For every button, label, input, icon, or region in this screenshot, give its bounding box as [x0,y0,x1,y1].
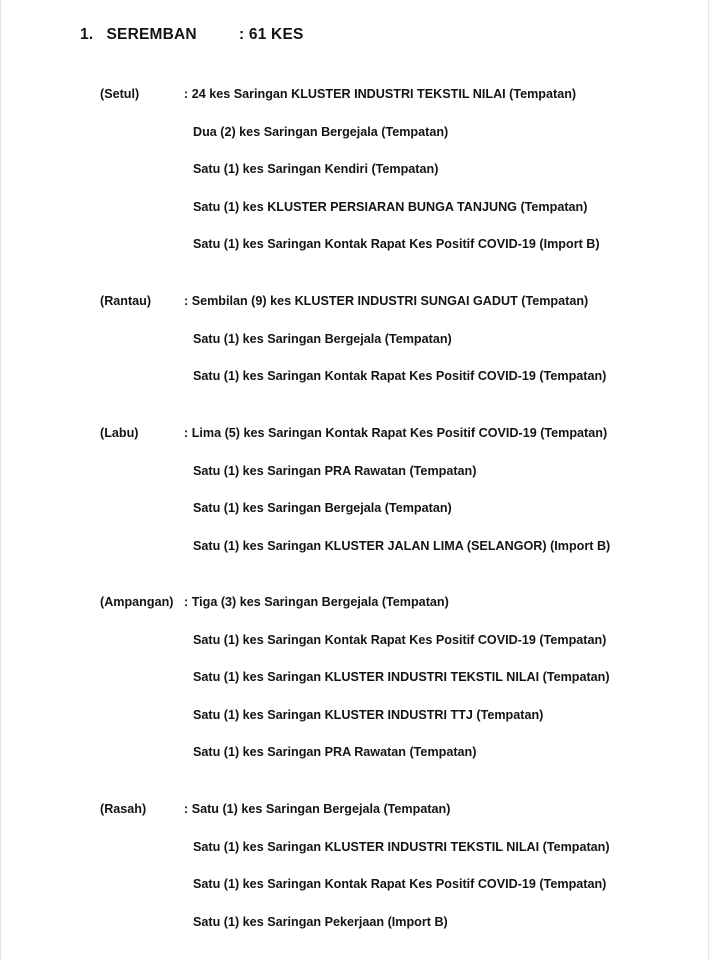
section-setul [100,87,700,275]
section-row [100,633,700,671]
section-row [100,595,700,633]
section-label: (Setul) [100,87,140,101]
section-row [100,332,700,370]
case-line: : Lima (5) kes Saringan Kontak Rapat Kes Positif COVID-19 (Tempatan) [184,426,608,440]
section-label: (Ampangan) [100,595,174,609]
case-line: Satu (1) kes Saringan PRA Rawatan (Tempatan) [193,745,477,760]
section-row [100,125,700,163]
section-row [100,670,700,708]
section-row [100,464,700,502]
heading-number: 1. [80,26,94,43]
section-label: (Labu) [100,426,139,440]
case-line: Satu (1) kes Saringan Kontak Rapat Kes Positif COVID-19 (Tempatan) [193,632,607,647]
case-line: Satu (1) kes Saringan Pekerjaan (Import B) [193,914,448,929]
case-line: : Sembilan (9) kes KLUSTER INDUSTRI SUNGAI GADUT (Tempatan) [184,294,589,308]
section-label: (Rantau) [100,294,152,308]
section-row [100,294,700,332]
case-line: : 24 kes Saringan KLUSTER INDUSTRI TEKSTIL NILAI (Tempatan) [184,87,577,101]
section-row [100,501,700,539]
case-line: Satu (1) kes Saringan KLUSTER INDUSTRI TEKSTIL NILAI (Tempatan) [193,670,610,685]
section-row [100,840,700,878]
section-label: (Rasah) [100,802,147,816]
case-line: Satu (1) kes Saringan Kendiri (Tempatan) [193,162,439,177]
section-ampangan [100,595,700,783]
case-line: Satu (1) kes Saringan PRA Rawatan (Tempatan) [193,463,477,478]
case-line: : Satu (1) kes Saringan Bergejala (Tempatan) [184,802,451,816]
section-row [100,237,700,275]
district-heading [80,26,304,44]
section-row [100,162,700,200]
case-line: Satu (1) kes Saringan KLUSTER JALAN LIMA (SELANGOR) (Import B) [193,538,611,553]
case-line: Satu (1) kes Saringan Kontak Rapat Kes Positif COVID-19 (Tempatan) [193,877,607,892]
section-row [100,539,700,577]
case-line: Satu (1) kes KLUSTER PERSIARAN BUNGA TANJUNG (Tempatan) [193,199,588,214]
section-row [100,708,700,746]
case-line: Satu (1) kes Saringan Bergejala (Tempatan) [193,331,452,346]
section-row [100,745,700,783]
section-row [100,87,700,125]
case-line: Dua (2) kes Saringan Bergejala (Tempatan) [193,124,449,139]
section-rantau [100,294,700,407]
case-line: Satu (1) kes Saringan Bergejala (Tempatan) [193,501,452,516]
section-row [100,802,700,840]
heading-case-count: : 61 KES [239,26,304,43]
case-line: Satu (1) kes Saringan KLUSTER INDUSTRI TTJ (Tempatan) [193,707,544,722]
heading-place: SEREMBAN [106,26,197,43]
section-rasah [100,802,700,952]
case-line: Satu (1) kes Saringan Kontak Rapat Kes Positif COVID-19 (Tempatan) [193,369,607,384]
section-row [100,915,700,953]
case-line: Satu (1) kes Saringan Kontak Rapat Kes Positif COVID-19 (Import B) [193,237,600,252]
section-row [100,369,700,407]
section-row [100,877,700,915]
section-labu [100,426,700,576]
section-row [100,200,700,238]
case-line: Satu (1) kes Saringan KLUSTER INDUSTRI TEKSTIL NILAI (Tempatan) [193,839,610,854]
case-line: : Tiga (3) kes Saringan Bergejala (Tempatan) [184,595,449,609]
section-row [100,426,700,464]
